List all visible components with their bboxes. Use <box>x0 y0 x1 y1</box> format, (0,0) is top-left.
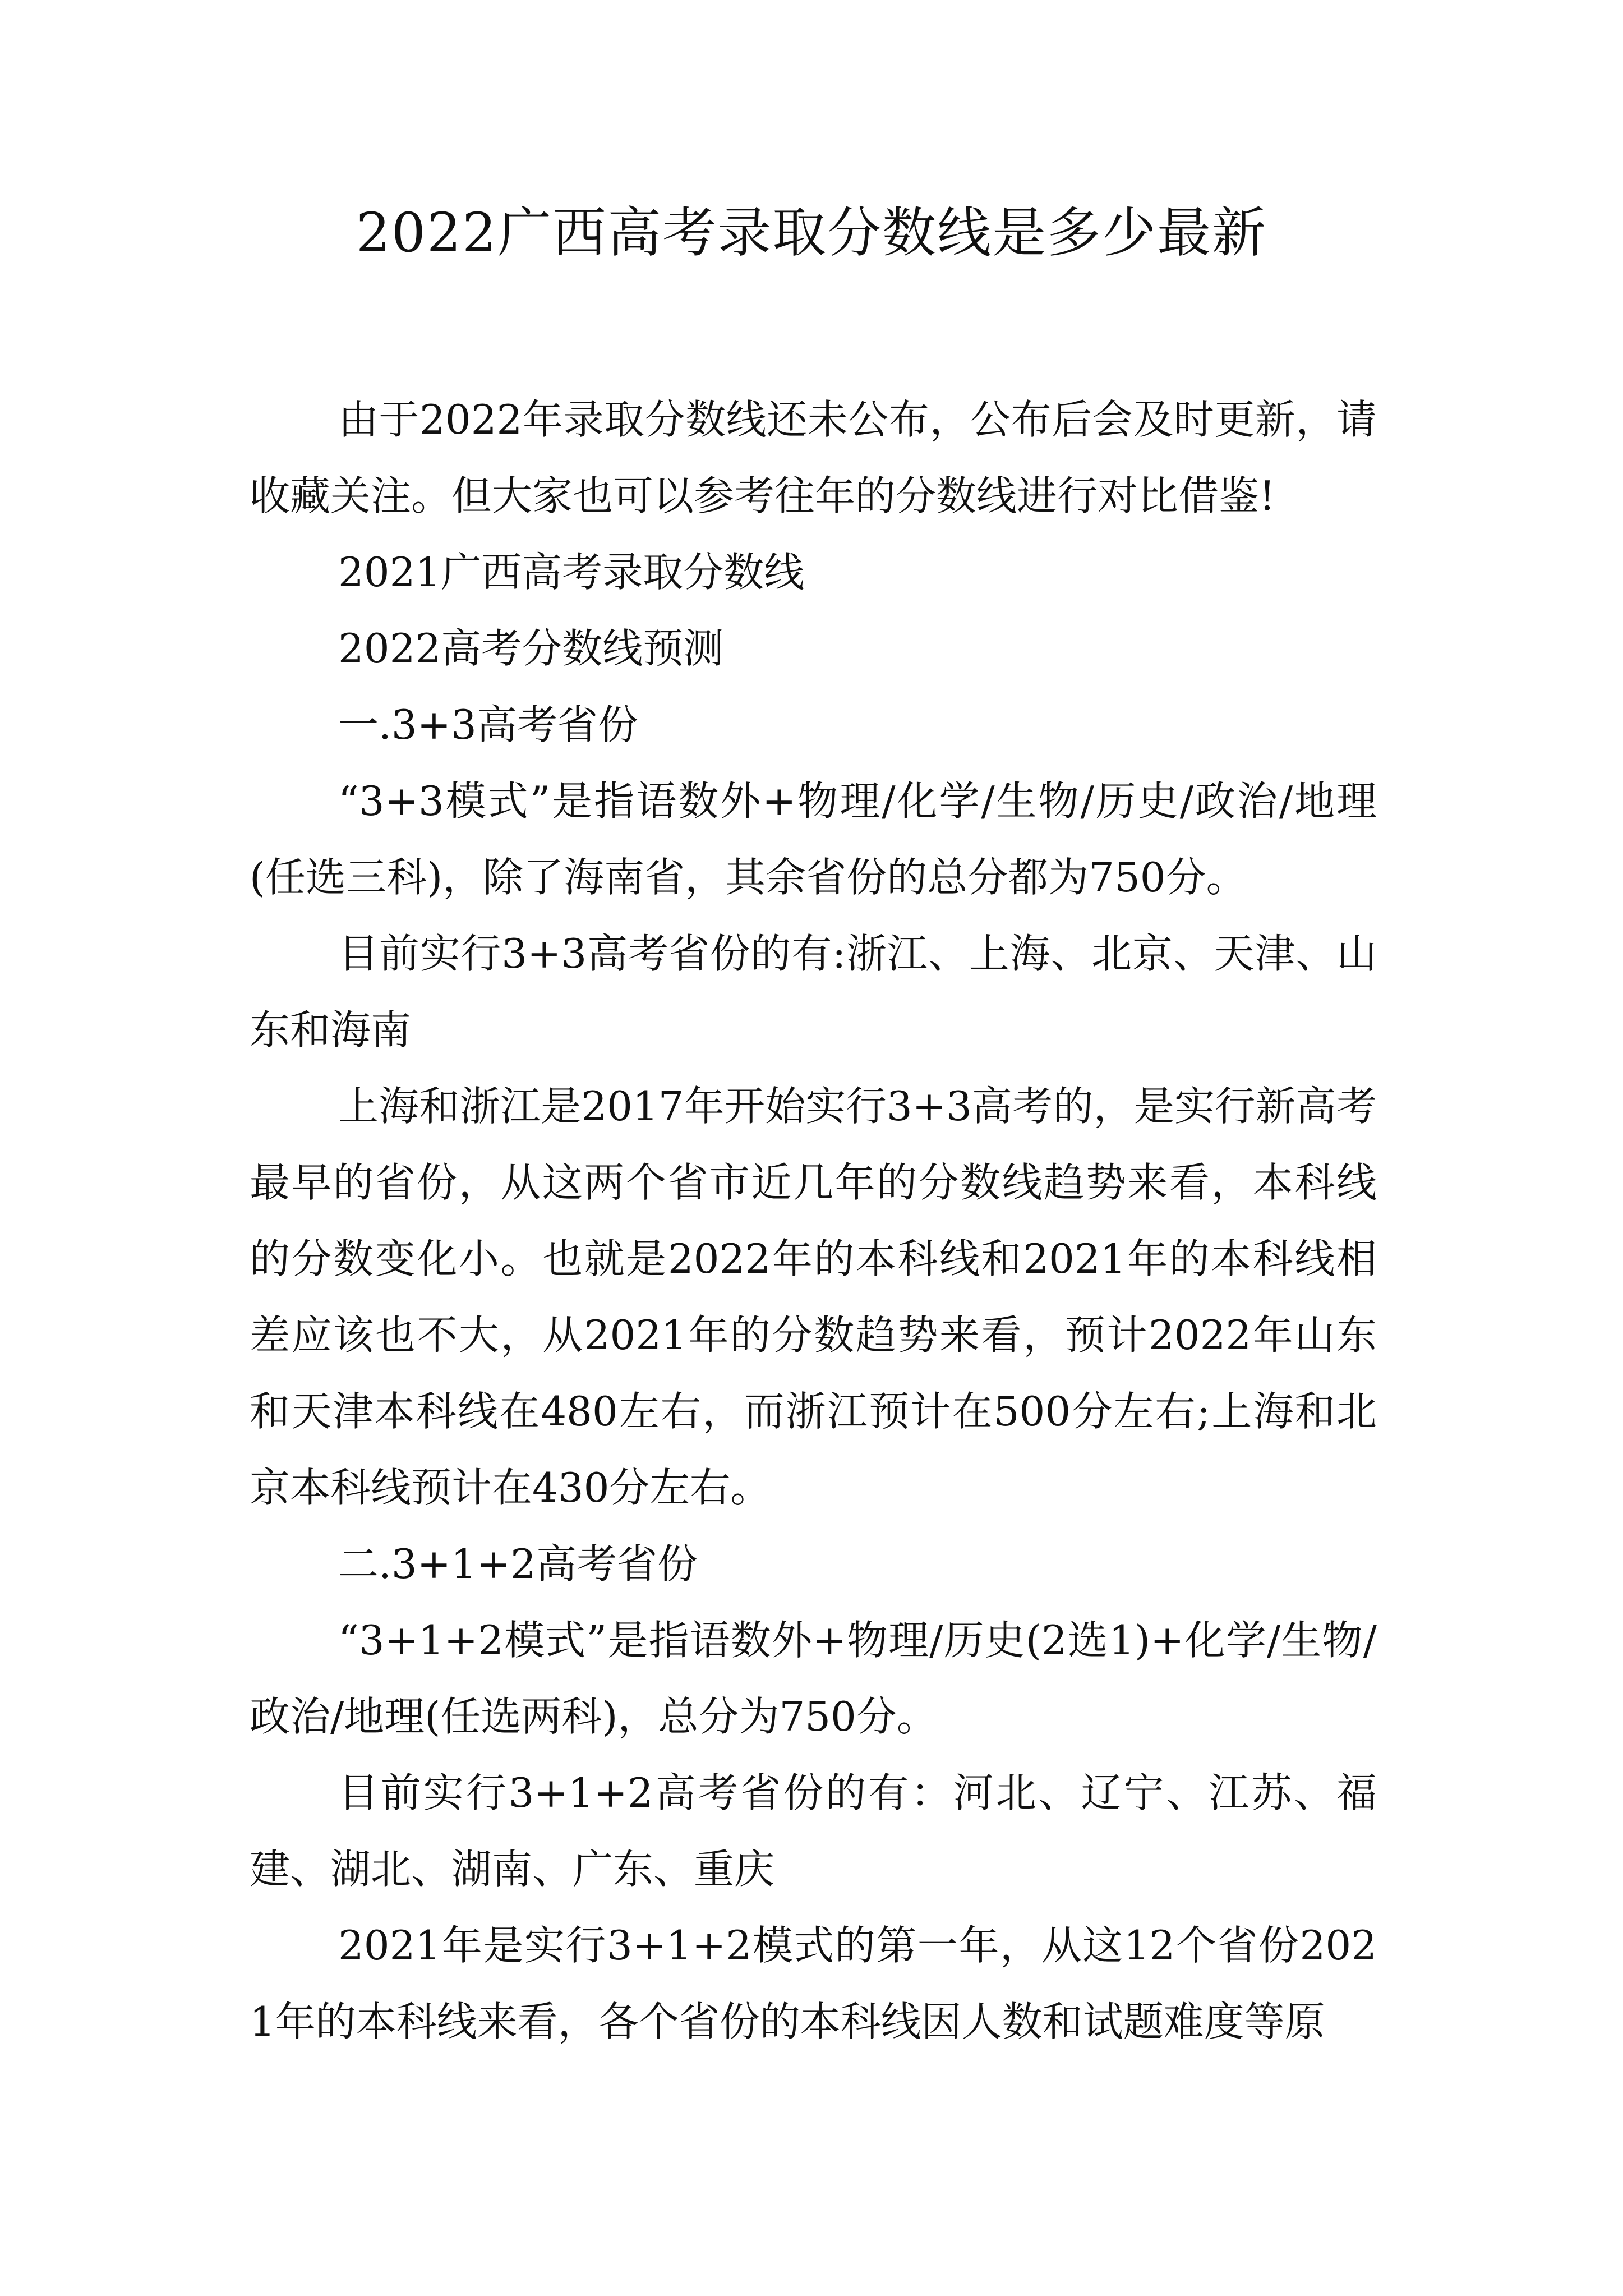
paragraph-3-1-2-mode: “3+1+2模式”是指语数外+物理/历史(2选1)+化学/生物/政治/地理(任选两科)，总分为750分。 <box>250 1617 1377 1740</box>
document-body <box>250 381 1377 2060</box>
paragraph-3-3-mode: “3+3模式”是指语数外+物理/化学/生物/历史/政治/地理(任选三科)，除了海南省，其余省份的总分都为750分。 <box>250 777 1377 901</box>
paragraph-3-3-trend: 上海和浙江是2017年开始实行3+3高考的，是实行新高考最早的省份，从这两个省市近几年的分数线趋势来看，本科线的分数变化小。也就是2022年的本科线和2021年的本科线相差应该也不大，从2021年的分数趋势来看，预计2022年山东和天津本科线在480左右，而浙江预计在500分左右;上海和北京本科线预计在430分左右。 <box>250 1083 1377 1511</box>
paragraph-intro: 由于2022年录取分数线还未公布，公布后会及时更新，请收藏关注。但大家也可以参考往年的分数线进行对比借鉴! <box>250 396 1377 519</box>
section-heading-3-1-2: 二.3+1+2高考省份 <box>338 1540 698 1588</box>
section-heading-3-3: 一.3+3高考省份 <box>338 701 638 748</box>
paragraph-2022-prediction-heading: 2022高考分数线预测 <box>338 625 724 672</box>
paragraph-2021-heading: 2021广西高考录取分数线 <box>338 549 805 596</box>
document-title: 2022广西高考录取分数线是多少最新 <box>356 201 1267 264</box>
paragraph-3-3-provinces: 目前实行3+3高考省份的有:浙江、上海、北京、天津、山东和海南 <box>250 930 1377 1053</box>
paragraph-3-1-2-first-year: 2021年是实行3+1+2模式的第一年，从这12个省份2021年的本科线来看，各个省份的本科线因人数和试题难度等原 <box>250 1922 1377 2045</box>
paragraph-3-1-2-provinces: 目前实行3+1+2高考省份的有：河北、辽宁、江苏、福建、湖北、湖南、广东、重庆 <box>250 1769 1377 1893</box>
